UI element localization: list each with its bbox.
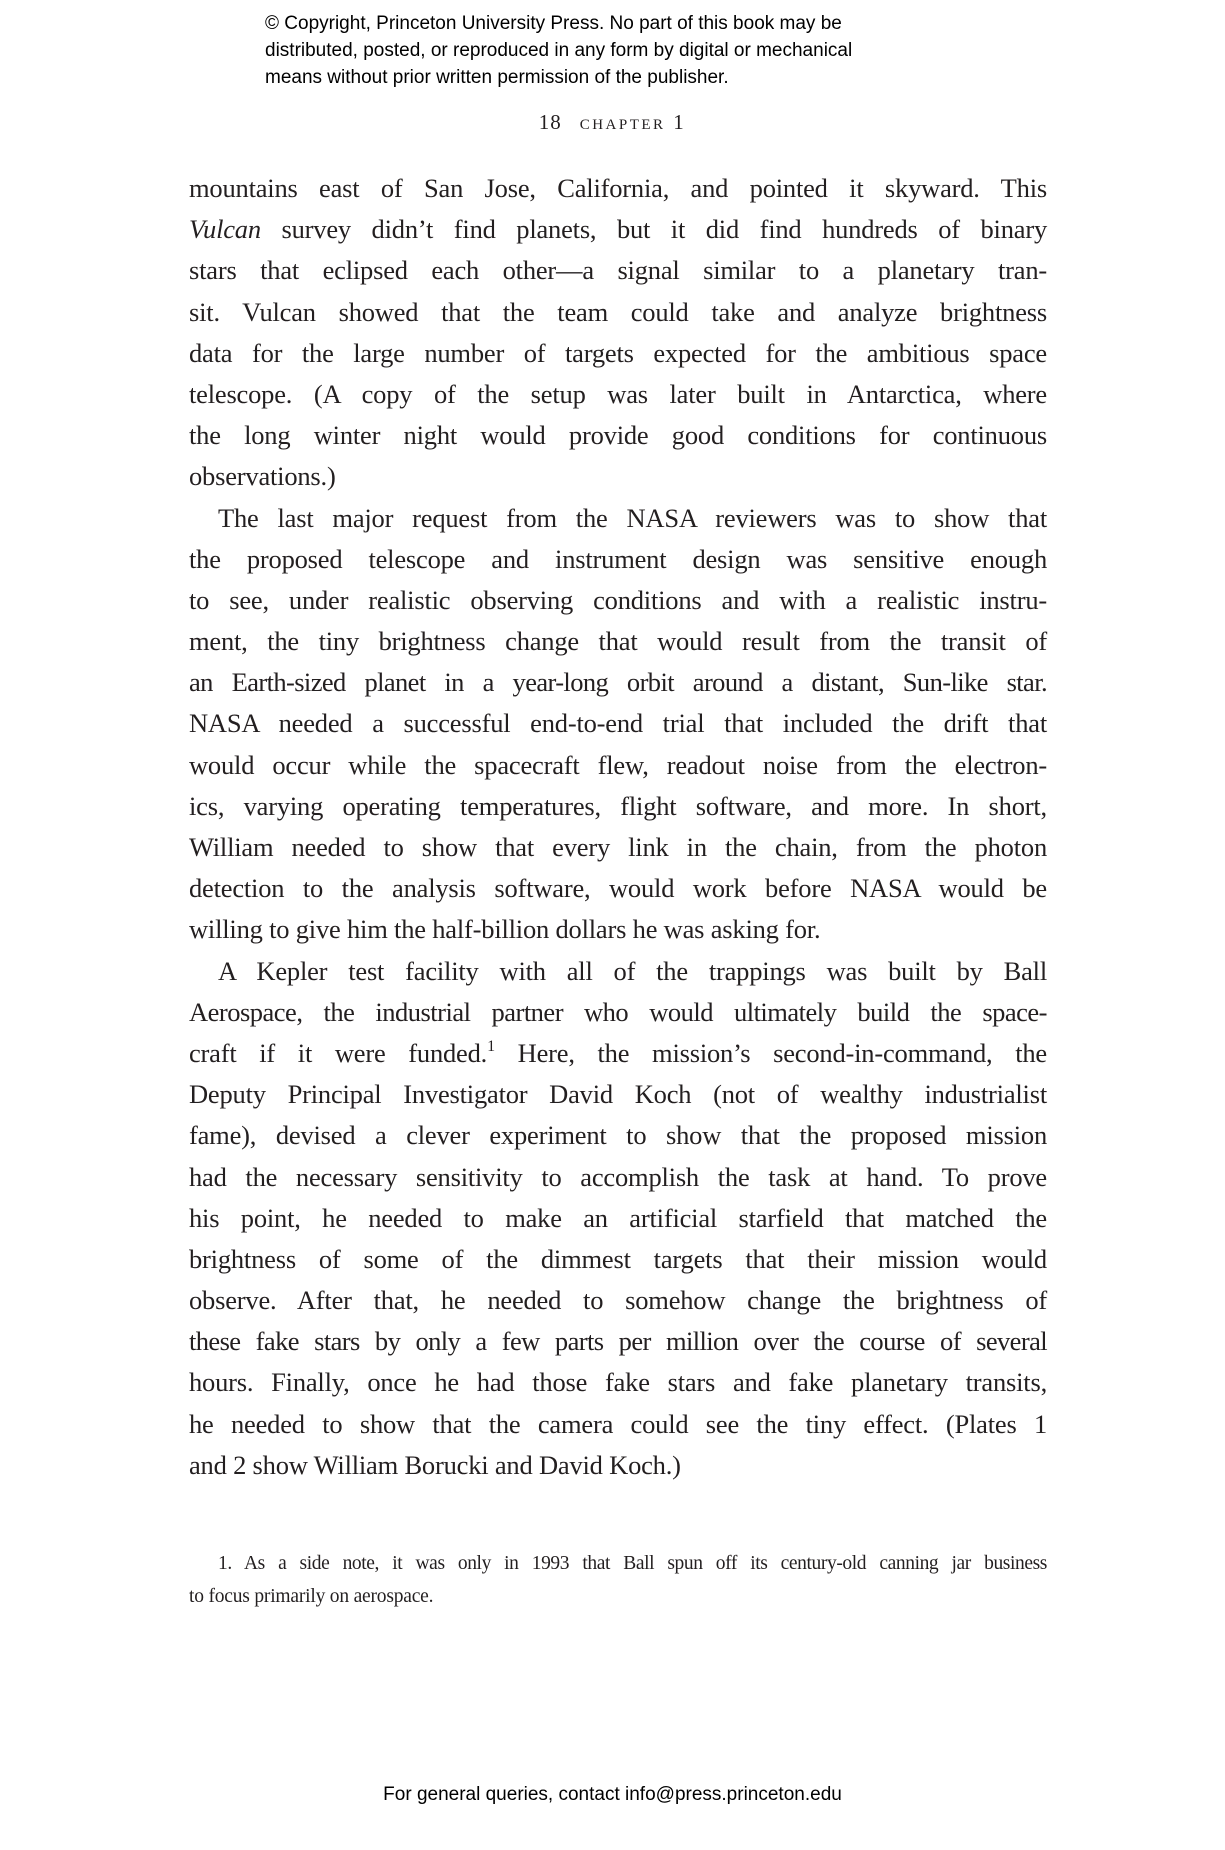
text-line: willing to give him the half-billion dollars he was asking for. bbox=[189, 914, 821, 945]
chapter-label: chapter 1 bbox=[579, 110, 687, 134]
text-line: ics, varying operating temperatures, flight software, and more. In short, bbox=[189, 790, 1047, 821]
text-line: fame), devised a clever experiment to show that the proposed mission bbox=[189, 1120, 1047, 1151]
text-line: A Kepler test facility with all of the trappings was built by Ball bbox=[218, 955, 1047, 986]
text-line: Deputy Principal Investigator David Koch (not of wealthy industrialist bbox=[189, 1079, 1047, 1110]
text-line: sit. Vulcan showed that the team could take and analyze brightness bbox=[189, 296, 1047, 327]
text-line: his point, he needed to make an artificial starfield that matched the bbox=[189, 1202, 1047, 1233]
italic-ship-name: Vulcan bbox=[189, 214, 261, 245]
text-line: ment, the tiny brightness change that would result from the transit of bbox=[189, 626, 1047, 657]
notice-line: distributed, posted, or reproduced in any form by digital or mechanical bbox=[265, 40, 853, 61]
text-span: Here, the mission’s second-in-command, the bbox=[517, 1037, 1047, 1068]
footnote-line: 1. As a side note, it was only in 1993 that Ball spun off its century-old canning jar business bbox=[218, 1553, 1047, 1574]
text-line: The last major request from the NASA reviewers was to show that bbox=[218, 502, 1047, 533]
text-line: William needed to show that every link in the chain, from the photon bbox=[189, 832, 1047, 862]
page-number: 18 bbox=[538, 110, 562, 134]
running-head bbox=[0, 110, 1225, 135]
text-line: and 2 show William Borucki and David Koch.) bbox=[189, 1449, 681, 1480]
copyright-notice bbox=[265, 10, 852, 91]
text-line bbox=[189, 1033, 1047, 1074]
text-line: the long winter night would provide good conditions for continuous bbox=[189, 420, 1047, 451]
text-line: mountains east of San Jose, California, and pointed it skyward. This bbox=[189, 173, 1047, 203]
text-line: an Earth-sized planet in a year-long orbit around a distant, Sun-like star. bbox=[189, 667, 1047, 698]
text-line: data for the large number of targets expected for the ambitious space bbox=[189, 337, 1047, 368]
contact-footer: For general queries, contact info@press.princeton.edu bbox=[383, 1784, 842, 1805]
text-line: the proposed telescope and instrument design was sensitive enough bbox=[189, 543, 1047, 574]
footnote-line: to focus primarily on aerospace. bbox=[189, 1586, 434, 1607]
text-span: craft if it were funded. bbox=[189, 1037, 488, 1068]
footnote bbox=[189, 1547, 1047, 1613]
text-line: hours. Finally, once he had those fake stars and fake planetary transits, bbox=[189, 1367, 1047, 1398]
text-line: NASA needed a successful end-to-end trial that included the drift that bbox=[189, 708, 1047, 739]
text-span: survey didn’t find planets, but it did find hundreds of binary bbox=[281, 214, 1047, 245]
text-line: stars that eclipsed each other—a signal similar to a planetary tran- bbox=[189, 255, 1047, 286]
text-line: brightness of some of the dimmest targets that their mission would bbox=[189, 1243, 1047, 1274]
text-line: telescope. (A copy of the setup was later built in Antarctica, where bbox=[189, 378, 1047, 409]
paragraph bbox=[189, 168, 1047, 498]
paragraph bbox=[189, 951, 1047, 1486]
text-line: had the necessary sensitivity to accomplish the task at hand. To prove bbox=[189, 1161, 1047, 1192]
paragraph bbox=[189, 498, 1047, 951]
notice-line: © Copyright, Princeton University Press. No part of this book may be bbox=[265, 13, 842, 34]
text-line: observe. After that, he needed to somehow change the brightness of bbox=[189, 1285, 1047, 1316]
text-line: these fake stars by only a few parts per million over the course of several bbox=[189, 1326, 1047, 1357]
text-line: would occur while the spacecraft flew, readout noise from the electron- bbox=[189, 749, 1047, 780]
text-line: to see, under realistic observing conditions and with a realistic instru- bbox=[189, 584, 1047, 615]
body-text bbox=[189, 168, 1047, 1486]
notice-line: means without prior written permission of the publisher. bbox=[265, 67, 729, 88]
text-line: detection to the analysis software, would work before NASA would be bbox=[189, 873, 1047, 904]
footnote-reference[interactable]: 1 bbox=[487, 1037, 495, 1055]
text-line: observations.) bbox=[189, 461, 336, 492]
text-line: he needed to show that the camera could see the tiny effect. (Plates 1 bbox=[189, 1408, 1047, 1439]
text-line bbox=[189, 209, 1047, 250]
text-line: Aerospace, the industrial partner who would ultimately build the space- bbox=[189, 996, 1047, 1027]
